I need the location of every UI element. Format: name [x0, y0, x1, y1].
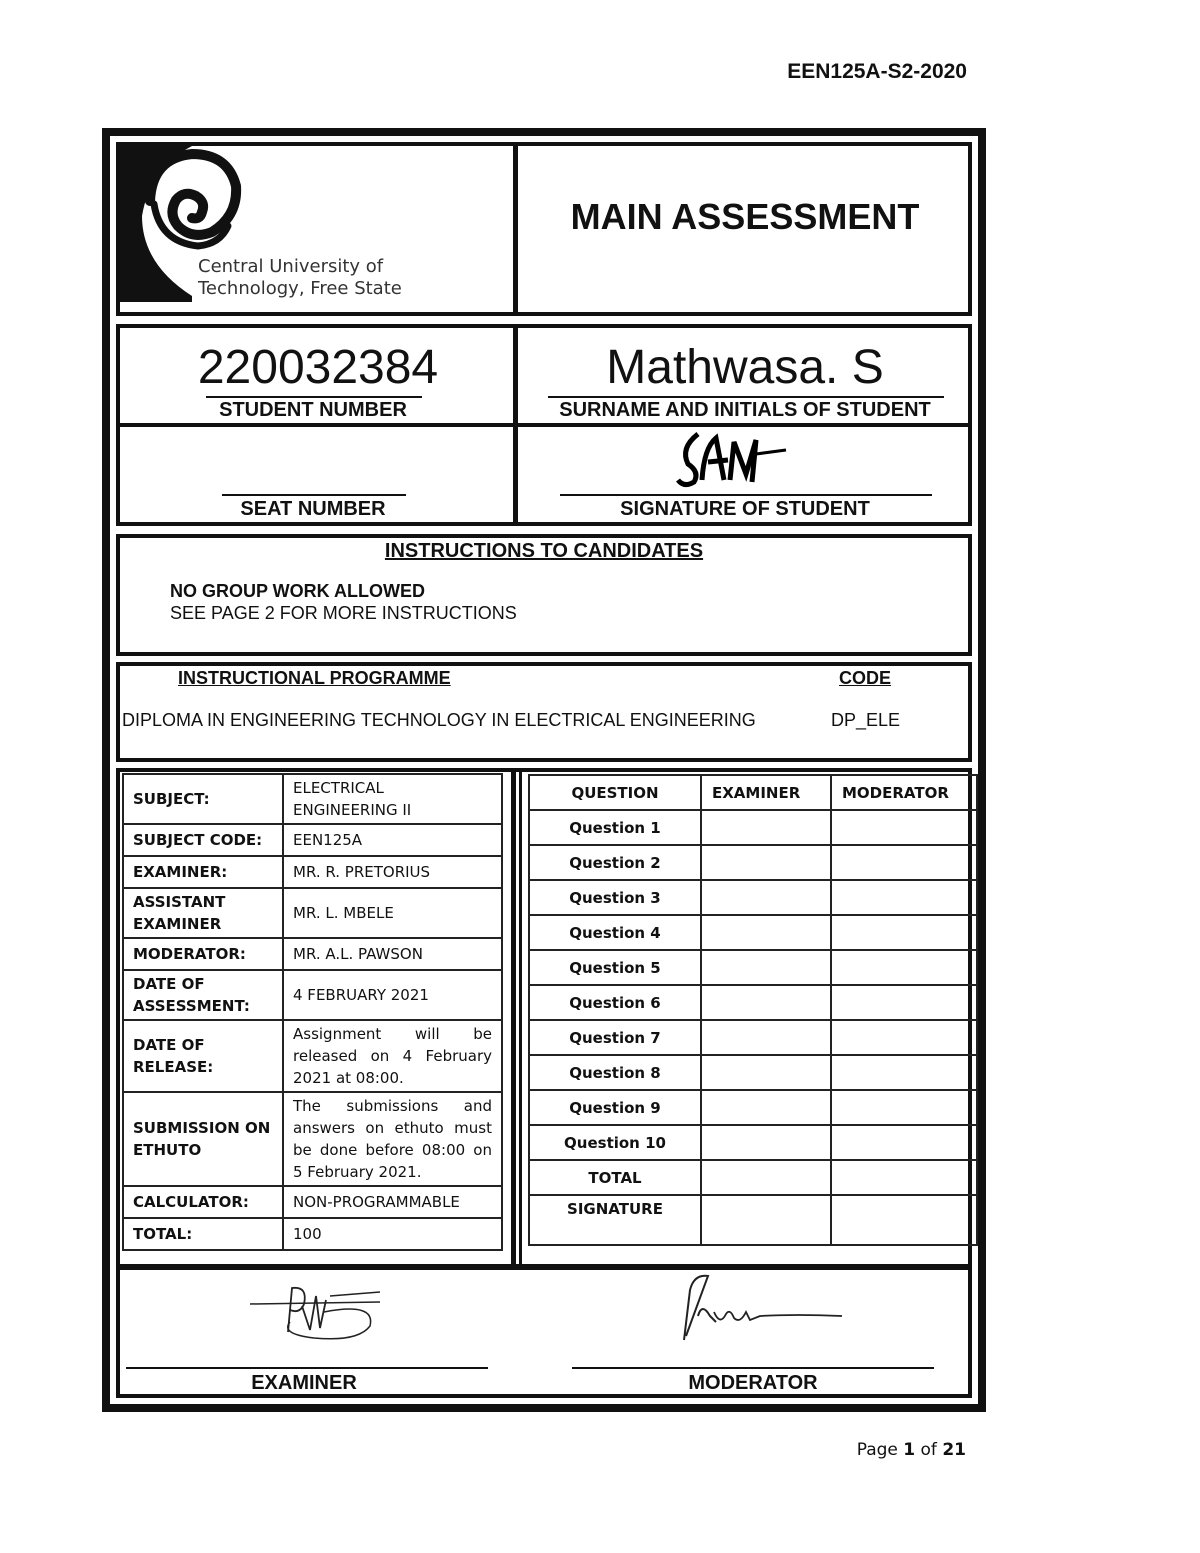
student-number: 220032384 [197, 341, 439, 394]
moderator-mark-cell[interactable] [831, 1020, 977, 1055]
page-title: MAIN ASSESSMENT [570, 196, 920, 237]
marks-row: Question 5 [529, 950, 977, 985]
info-row: SUBMISSION ON ETHUTO The submissions and answers on ethuto must be done before 08:00 on 5 February 2021. [123, 1092, 502, 1186]
moderator-mark-cell[interactable] [831, 1125, 977, 1160]
moderator-signature-cell[interactable] [831, 1195, 977, 1245]
code-heading: CODE [839, 668, 892, 688]
student-number-label: STUDENT NUMBER [219, 399, 407, 421]
marks-row: Question 10 [529, 1125, 977, 1160]
signature-line [560, 494, 932, 496]
examiner-mark-cell[interactable] [701, 880, 831, 915]
student-surname-label: SURNAME AND INITIALS OF STUDENT [559, 399, 931, 421]
university-name: Central University of Technology, Free State [198, 256, 402, 299]
marks-row: Question 9 [529, 1090, 977, 1125]
subject-info-table [122, 773, 503, 1251]
info-row: EXAMINER: MR. R. PRETORIUS [123, 856, 502, 888]
marks-table [528, 774, 978, 1246]
instruction-see-page: SEE PAGE 2 FOR MORE INSTRUCTIONS [170, 603, 517, 623]
seat-number-line [222, 494, 406, 496]
moderator-mark-cell[interactable] [831, 1160, 977, 1195]
moderator-mark-cell[interactable] [831, 845, 977, 880]
moderator-mark-cell[interactable] [831, 1090, 977, 1125]
examiner-mark-cell[interactable] [701, 1160, 831, 1195]
info-row: TOTAL: 100 [123, 1218, 502, 1250]
seat-number-label: SEAT NUMBER [240, 498, 386, 520]
moderator-label: MODERATOR [688, 1372, 818, 1394]
marks-header-row: QUESTION EXAMINER MODERATOR [529, 775, 977, 810]
examiner-label: EXAMINER [251, 1372, 357, 1394]
moderator-mark-cell[interactable] [831, 1055, 977, 1090]
marks-row: Question 4 [529, 915, 977, 950]
marks-row: Question 3 [529, 880, 977, 915]
examiner-mark-cell[interactable] [701, 915, 831, 950]
moderator-mark-cell[interactable] [831, 915, 977, 950]
examiner-signature-cell[interactable] [701, 1195, 831, 1245]
examiner-signature [250, 1282, 386, 1346]
info-row: DATE OF ASSESSMENT: 4 FEBRUARY 2021 [123, 970, 502, 1020]
student-signature [672, 428, 790, 492]
examiner-mark-cell[interactable] [701, 1125, 831, 1160]
student-surname: Mathwasa. S [606, 341, 884, 394]
examiner-mark-cell[interactable] [701, 1090, 831, 1125]
marks-row: Question 1 [529, 810, 977, 845]
moderator-mark-cell[interactable] [831, 880, 977, 915]
examiner-mark-cell[interactable] [701, 985, 831, 1020]
marks-row: TOTAL [529, 1160, 977, 1195]
info-row: DATE OF RELEASE: Assignment will be released on 4 February 2021 at 08:00. [123, 1020, 502, 1092]
examiner-mark-cell[interactable] [701, 1020, 831, 1055]
instructions-heading: INSTRUCTIONS TO CANDIDATES [384, 540, 704, 562]
page-indicator: Page 1 of 21 [856, 1440, 966, 1460]
moderator-mark-cell[interactable] [831, 985, 977, 1020]
info-row: MODERATOR: MR. A.L. PAWSON [123, 938, 502, 970]
programme-name: DIPLOMA IN ENGINEERING TECHNOLOGY IN ELECTRICAL ENGINEERING [122, 710, 756, 730]
moderator-mark-cell[interactable] [831, 810, 977, 845]
marks-row: Question 2 [529, 845, 977, 880]
moderator-signature [676, 1272, 846, 1344]
info-row: SUBJECT CODE: EEN125A [123, 824, 502, 856]
info-row: SUBJECT: ELECTRICAL ENGINEERING II [123, 774, 502, 824]
examiner-mark-cell[interactable] [701, 810, 831, 845]
marks-row: Question 8 [529, 1055, 977, 1090]
instruction-no-group: NO GROUP WORK ALLOWED [170, 581, 425, 601]
examiner-mark-cell[interactable] [701, 1055, 831, 1090]
examiner-mark-cell[interactable] [701, 950, 831, 985]
moderator-mark-cell[interactable] [831, 950, 977, 985]
programme-code: DP_ELE [831, 710, 901, 730]
marks-row: SIGNATURE [529, 1195, 977, 1245]
info-row: CALCULATOR: NON-PROGRAMMABLE [123, 1186, 502, 1218]
marks-row: Question 6 [529, 985, 977, 1020]
marks-row: Question 7 [529, 1020, 977, 1055]
signature-label: SIGNATURE OF STUDENT [620, 498, 870, 520]
document-code: EEN125A-S2-2020 [787, 60, 967, 83]
examiner-mark-cell[interactable] [701, 845, 831, 880]
programme-heading: INSTRUCTIONAL PROGRAMME [178, 668, 451, 688]
info-row: ASSISTANT EXAMINER MR. L. MBELE [123, 888, 502, 938]
